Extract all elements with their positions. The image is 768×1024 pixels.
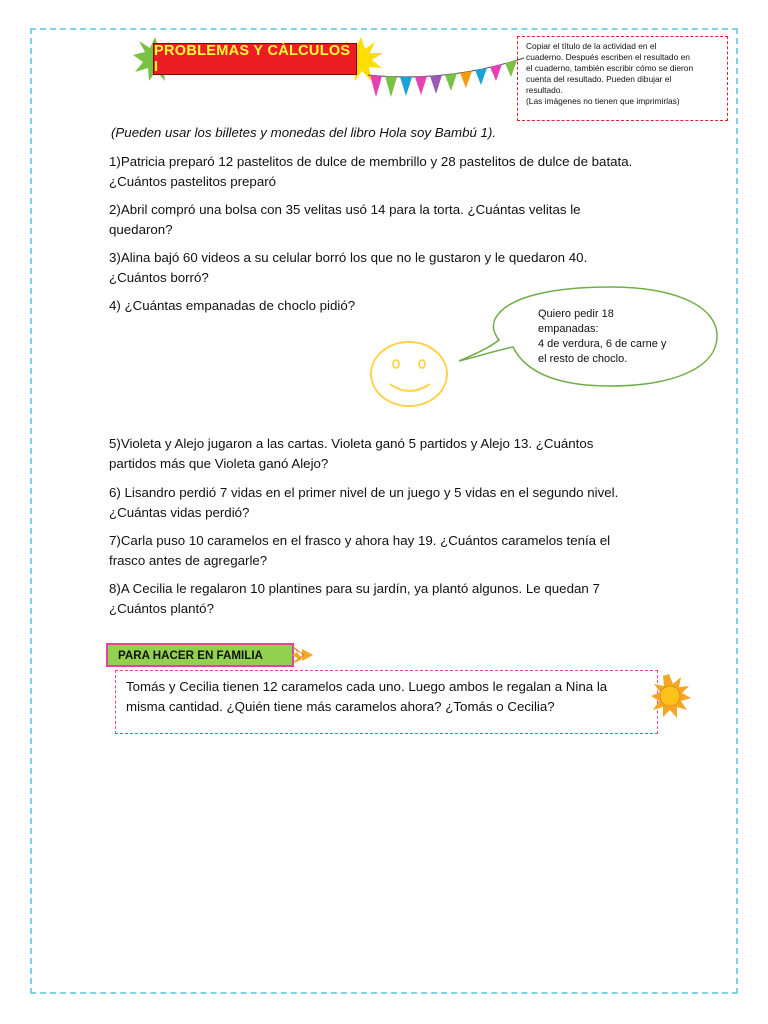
sun-icon [651, 674, 691, 718]
problem-line: ¿Cuántos borró? [109, 270, 209, 285]
problem-1 [109, 152, 658, 192]
problem-line: 8)A Cecilia le regalaron 10 plantines para su jardín, ya plantó algunos. Le quedan 7 [109, 581, 600, 596]
instructions-line: resultado. [526, 85, 563, 95]
instructions-line: cuaderno. Después escriben el resultado en [526, 52, 690, 62]
problem-8 [109, 579, 658, 619]
problem-line: 6) Lisandro perdió 7 vidas en el primer nivel de un juego y 5 vidas en el segundo nivel. [109, 485, 619, 500]
problem-line: 3)Alina bajó 60 videos a su celular borró los que no le gustaron y le quedaron 40. [109, 250, 588, 265]
bubble-line: empanadas: [538, 323, 599, 335]
problem-2 [109, 200, 658, 240]
title-block [133, 37, 383, 81]
instructions-line: Copiar el título de la actividad en el [526, 41, 657, 51]
speech-bubble-text [538, 307, 698, 367]
problem-line: 2)Abril compró una bolsa con 35 velitas usó 14 para la torta. ¿Cuántas velitas le [109, 202, 581, 217]
bubble-line: Quiero pedir 18 [538, 308, 614, 320]
intro-note: (Pueden usar los billetes y monedas del libro Hola soy Bambú 1). [111, 125, 497, 140]
bubble-line: el resto de choclo. [538, 353, 628, 365]
problem-6 [109, 483, 658, 523]
bubble-line: 4 de verdura, 6 de carne y [538, 338, 667, 350]
problem-7 [109, 531, 658, 571]
problem-5 [109, 434, 658, 474]
problem-line: ¿Cuántos pastelitos preparó [109, 174, 277, 189]
instructions-line: cuenta del resultado. Pueden dibujar el [526, 74, 672, 84]
problem-line: 5)Violeta y Alejo jugaron a las cartas. Violeta ganó 5 partidos y Alejo 13. ¿Cuántos [109, 436, 594, 451]
problem-line: quedaron? [109, 222, 173, 237]
familia-label: PARA HACER EN FAMILIA [106, 643, 294, 667]
problem-line: partidos más que Violeta ganó Alejo? [109, 456, 329, 471]
problem-line: ¿Cuántas vidas perdió? [109, 505, 250, 520]
smiley-face-icon [366, 340, 456, 410]
instructions-line: (Las imágenes no tienen que imprimirlas) [526, 96, 680, 106]
problem-line: frasco antes de agregarle? [109, 553, 268, 568]
familia-line: misma cantidad. ¿Quién tiene más caramelos ahora? ¿Tomás o Cecilia? [126, 699, 555, 714]
instructions-line: el cuaderno, también escribir cómo se dieron [526, 63, 694, 73]
page-title: PROBLEMAS Y CÁLCULOS I [153, 43, 357, 75]
problem-line: 1)Patricia preparó 12 pastelitos de dulce de membrillo y 28 pastelitos de dulce de batata. [109, 154, 633, 169]
instructions-box [517, 36, 728, 121]
familia-problem-box [115, 670, 658, 734]
familia-line: Tomás y Cecilia tienen 12 caramelos cada uno. Luego ambos le regalan a Nina la [126, 679, 608, 694]
problem-3 [109, 248, 658, 288]
problem-line: 7)Carla puso 10 caramelos en el frasco y ahora hay 19. ¿Cuántos caramelos tenía el [109, 533, 611, 548]
problem-line: 4) ¿Cuántas empanadas de choclo pidió? [109, 298, 356, 313]
sun-icon [292, 643, 314, 667]
bunting-flags [366, 55, 526, 100]
problem-line: ¿Cuántos plantó? [109, 601, 214, 616]
